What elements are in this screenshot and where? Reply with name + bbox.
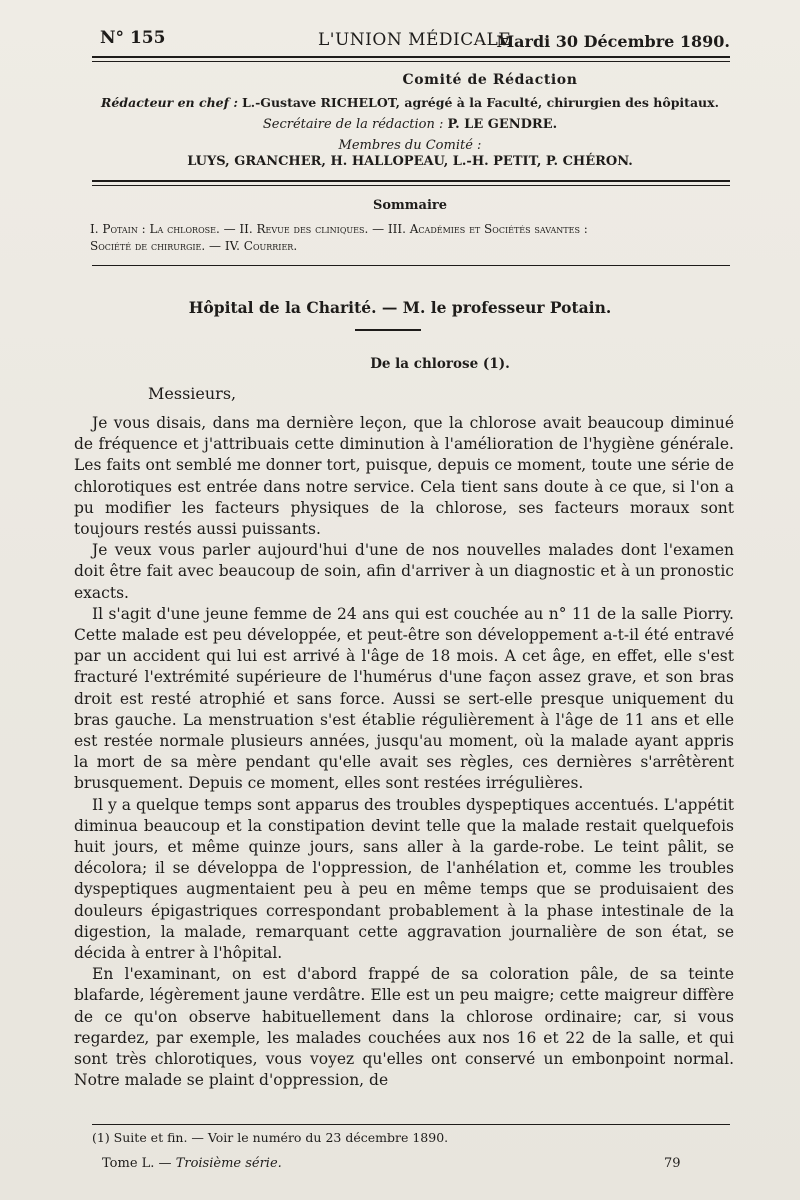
paragraph: Il y a quelque temps sont apparus des troubles dyspeptiques accentués. L'appétit diminua beaucoup et la constipation devint telle que la malade restait quelquefois huit jours, et même quinze jours, sans aller à la garde-robe. Le teint pâlit, se décolora; il se développa de l'oppression, de l'anhélation et, comme les troubles dyspeptiques augmentaient peu à peu en même temps que se produisaient des douleurs épigastriques correspondant probablement à la phase intestinale de la digestion, la malade, remarquant cette aggravation journalière de son état, se décida à entrer à l'hôpital. — [74, 795, 734, 963]
editor-name: L.-Gustave RICHELOT, agrégé à la Faculté, chirurgien des hôpitaux. — [241, 95, 719, 110]
article-body — [74, 413, 734, 1092]
summary-title: Sommaire — [372, 198, 448, 213]
footnote-rule — [92, 1124, 730, 1125]
page-number: 79 — [664, 1156, 681, 1171]
issue-number: N° 155 — [100, 28, 166, 48]
summary-contents — [90, 221, 740, 255]
page-header — [92, 28, 730, 58]
summary-line-2: Société de chirurgie. — IV. Courrier. — [90, 239, 298, 253]
volume-label: Tome L. — — [102, 1156, 172, 1171]
members-list: LUYS, GRANCHER, H. HALLOPEAU, L.-H. PETIT, P. CHÉRON. — [187, 154, 633, 169]
journal-title: L'UNION MÉDICALE — [318, 30, 512, 50]
committee-rule-thin — [92, 185, 730, 186]
committee-title: Comité de Rédaction — [402, 72, 578, 88]
secretary-line — [80, 117, 740, 132]
article-heading: Hôpital de la Charité. — M. le professeur Potain. — [188, 298, 612, 317]
heading-separator — [355, 329, 421, 331]
summary-line-1: I. Potain : La chlorose. — II. Revue des cliniques. — III. Académies et Sociétés savantes : — [90, 222, 588, 236]
members-label: Membres du Comité : — [338, 138, 482, 153]
summary-rule — [92, 265, 730, 266]
footer-volume — [102, 1156, 282, 1171]
editor-line — [80, 95, 740, 110]
editor-label: Rédacteur en chef : — [101, 95, 238, 110]
paragraph: Je vous disais, dans ma dernière leçon, que la chlorose avait beaucoup diminué de fréquence et j'attribuais cette diminution à l'amélioration de l'hygiène générale. Les faits ont semblé me donner tort, puisque, depuis ce moment, toute une série de chlorotiques est entrée dans notre service. Cela tient sans doute à ce que, si l'on a pu modifier les facteurs physiques de la chlorose, ses facteurs moraux sont toujours restés aussi puissants. — [74, 414, 734, 539]
header-rule-thin — [92, 61, 730, 62]
footnote: (1) Suite et fin. — Voir le numéro du 23 décembre 1890. — [92, 1130, 449, 1145]
paragraph: En l'examinant, on est d'abord frappé de sa coloration pâle, de sa teinte blafarde, légèrement jaune verdâtre. Elle est un peu maigre; cette maigreur diffère de ce qu'on observe habituellement dans la chlorose ordinaire; car, si vous regardez, par exemple, les malades couchées aux nos 16 et 22 de la salle, et qui sont très chlorotiques, vous voyez qu'elles ont conservé un embonpoint normal. Notre malade se plaint d'oppression, de — [74, 965, 734, 1090]
salutation: Messieurs, — [148, 384, 237, 403]
secretary-name: P. LE GENDRE. — [447, 117, 558, 132]
header-rule — [92, 56, 730, 58]
paragraph: Je veux vous parler aujourd'hui d'une de nos nouvelles malades dont l'examen doit être fait avec beaucoup de soin, afin d'arriver à un diagnostic et à un pronostic exacts. — [74, 541, 734, 602]
committee-rule — [92, 180, 730, 182]
issue-date: Mardi 30 Décembre 1890. — [496, 32, 730, 51]
secretary-label: Secrétaire de la rédaction : — [262, 117, 444, 132]
paragraph: Il s'agit d'une jeune femme de 24 ans qui est couchée au n° 11 de la salle Piorry. Cette malade est peu développée, et peut-être son développement a-t-il été entravé par un accident qui lui est arrivé à l'âge de 18 mois. A cet âge, en effet, elle s'est fracturé l'extrémité supérieure de l'humérus d'une façon assez grave, et son bras droit est resté atrophié et sans force. Aussi se sert-elle presque uniquement du bras gauche. La menstruation s'est établie régulièrement à l'âge de 11 ans et elle est restée normale plusieurs années, jusqu'au moment, où la malade ayant appris la mort de sa mère pendant qu'elle avait ses règles, ces dernières s'arrêtèrent brusquement. Depuis ce moment, elles sont restées irrégulières. — [74, 604, 734, 793]
series-label: Troisième série. — [175, 1156, 282, 1171]
article-subtitle: De la chlorose (1). — [370, 356, 510, 372]
